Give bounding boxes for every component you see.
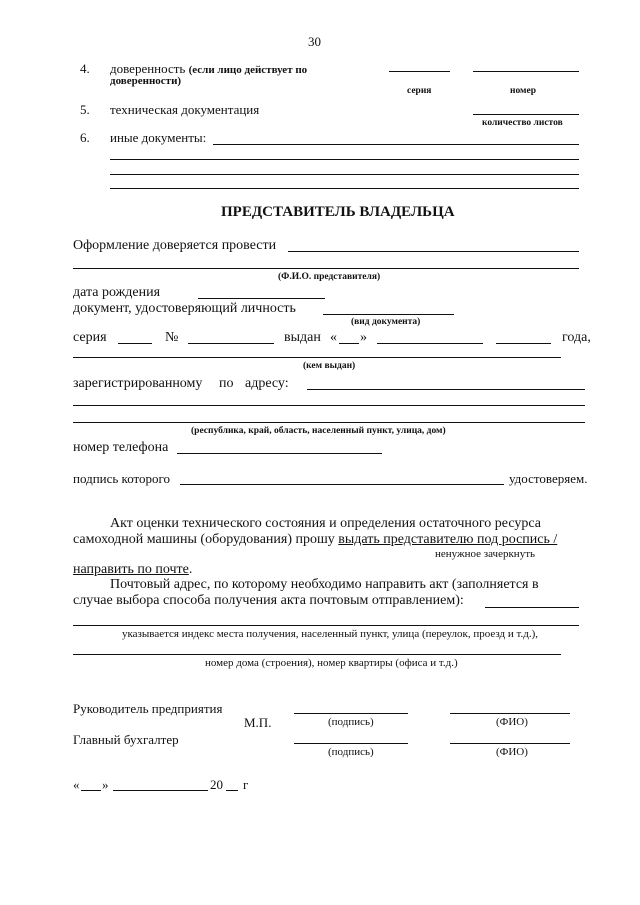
head-fio-caption: (ФИО) — [496, 716, 528, 728]
date-year-prefix: 20 — [210, 777, 223, 792]
doc-item-tech-docs: техническая документация — [110, 102, 260, 117]
sheet-count-caption: количество листов — [482, 118, 563, 128]
quote-open: « — [330, 330, 337, 345]
signature-label: подпись которого — [73, 471, 171, 486]
date-day-line[interactable] — [81, 790, 101, 791]
doc-item-other-docs: иные документы: — [110, 130, 207, 145]
id-document-line[interactable] — [323, 314, 454, 315]
signature-line[interactable] — [180, 484, 504, 485]
doc-item-note: (если лицо действует по — [188, 64, 308, 76]
other-docs-line[interactable] — [110, 188, 579, 189]
other-docs-line[interactable] — [110, 159, 579, 160]
option-send-by-mail[interactable]: направить по почте — [73, 562, 189, 577]
address-caption: (республика, край, область, населенный пункт, улица, дом) — [191, 426, 446, 436]
postal-address-line[interactable] — [73, 625, 579, 626]
stamp-label: М.П. — [244, 715, 272, 730]
sheet-count-field-line[interactable] — [473, 114, 579, 115]
phone-label: номер телефона — [73, 440, 169, 455]
address-line[interactable] — [73, 422, 585, 423]
doc-kind-caption: (вид документа) — [351, 317, 421, 327]
accountant-signature-caption: (подпись) — [328, 746, 374, 758]
id-series-line[interactable] — [118, 343, 152, 344]
year-label: года, — [562, 330, 591, 345]
accountant-signature-line[interactable] — [294, 743, 408, 744]
series-caption: серия — [407, 86, 432, 96]
other-docs-line[interactable] — [110, 174, 579, 175]
postal-text-line-2: случае выбора способа получения акта почтовым отправлением): — [73, 593, 464, 608]
doc-item-number: 4. — [80, 61, 90, 76]
accountant-label: Главный бухгалтер — [73, 732, 179, 747]
number-caption: номер — [510, 86, 537, 96]
id-document-label: документ, удостоверяющий личность — [73, 301, 296, 316]
registered-by-label: по — [219, 376, 234, 391]
postal-caption-2: номер дома (строения), номер квартиры (офиса и т.д.) — [205, 657, 458, 669]
other-docs-line[interactable] — [213, 144, 579, 145]
id-number-line[interactable] — [188, 343, 274, 344]
act-text-line-2 — [73, 533, 557, 547]
doc-item-number: 6. — [80, 130, 90, 145]
representative-name-line[interactable] — [288, 251, 579, 252]
issued-by-line[interactable] — [73, 357, 561, 358]
date-quote-close: » — [102, 777, 109, 792]
option-give-to-representative[interactable]: выдать представителю под роспись / — [338, 532, 558, 547]
date-month-line[interactable] — [113, 790, 208, 791]
issued-label: выдан — [284, 330, 321, 345]
act-text-line-3 — [73, 563, 192, 577]
certify-label: удостоверяем. — [509, 471, 588, 486]
page-number: 30 — [308, 34, 321, 49]
quote-close: » — [360, 330, 367, 345]
doc-item-label: доверенность — [110, 61, 186, 76]
date-quote-open: « — [73, 777, 80, 792]
doc-item-number: 5. — [80, 102, 90, 117]
postal-address-line[interactable] — [485, 607, 579, 608]
series-field-line[interactable] — [389, 71, 450, 72]
issue-year-line[interactable] — [496, 343, 551, 344]
act-text-line-1: Акт оценки технического состояния и определения остаточного ресурса — [110, 516, 541, 531]
issue-day-line[interactable] — [339, 343, 359, 344]
accountant-fio-caption: (ФИО) — [496, 746, 528, 758]
representative-name-line[interactable] — [73, 268, 579, 269]
address-line[interactable] — [73, 405, 585, 406]
date-year-suffix: г — [243, 777, 249, 792]
date-year-line[interactable] — [226, 790, 238, 791]
head-fio-line[interactable] — [450, 713, 570, 714]
postal-text-line-1: Почтовый адрес, по которому необходимо направить акт (заполняется в — [110, 577, 539, 592]
registered-label: зарегистрированному — [73, 376, 203, 391]
birth-date-line[interactable] — [198, 298, 325, 299]
postal-caption-1: указывается индекс места получения, населенный пункт, улица (переулок, проезд и т.д.), — [122, 628, 539, 640]
address-line[interactable] — [307, 389, 585, 390]
registered-address-label: адресу: — [245, 376, 289, 391]
series-label: серия — [73, 330, 107, 345]
fio-caption: (Ф.И.О. представителя) — [278, 272, 381, 282]
issue-month-line[interactable] — [377, 343, 483, 344]
issued-by-caption: (кем выдан) — [303, 361, 356, 371]
act-text-dot: . — [188, 562, 193, 577]
strike-note: ненужное зачеркнуть — [435, 548, 536, 560]
postal-address-line[interactable] — [73, 654, 561, 655]
entrust-label: Оформление доверяется провести — [73, 238, 277, 253]
phone-line[interactable] — [177, 453, 382, 454]
birth-date-label: дата рождения — [73, 285, 161, 300]
doc-item-note-cont: доверенности) — [110, 75, 182, 87]
doc-item-power-of-attorney — [110, 62, 307, 76]
section-title: ПРЕДСТАВИТЕЛЬ ВЛАДЕЛЬЦА — [221, 204, 455, 220]
head-label: Руководитель предприятия — [73, 701, 223, 716]
act-text-plain: самоходной машины (оборудования) прошу — [73, 532, 335, 547]
number-sign: № — [165, 330, 179, 345]
head-signature-line[interactable] — [294, 713, 408, 714]
accountant-fio-line[interactable] — [450, 743, 570, 744]
head-signature-caption: (подпись) — [328, 716, 374, 728]
number-field-line[interactable] — [473, 71, 579, 72]
